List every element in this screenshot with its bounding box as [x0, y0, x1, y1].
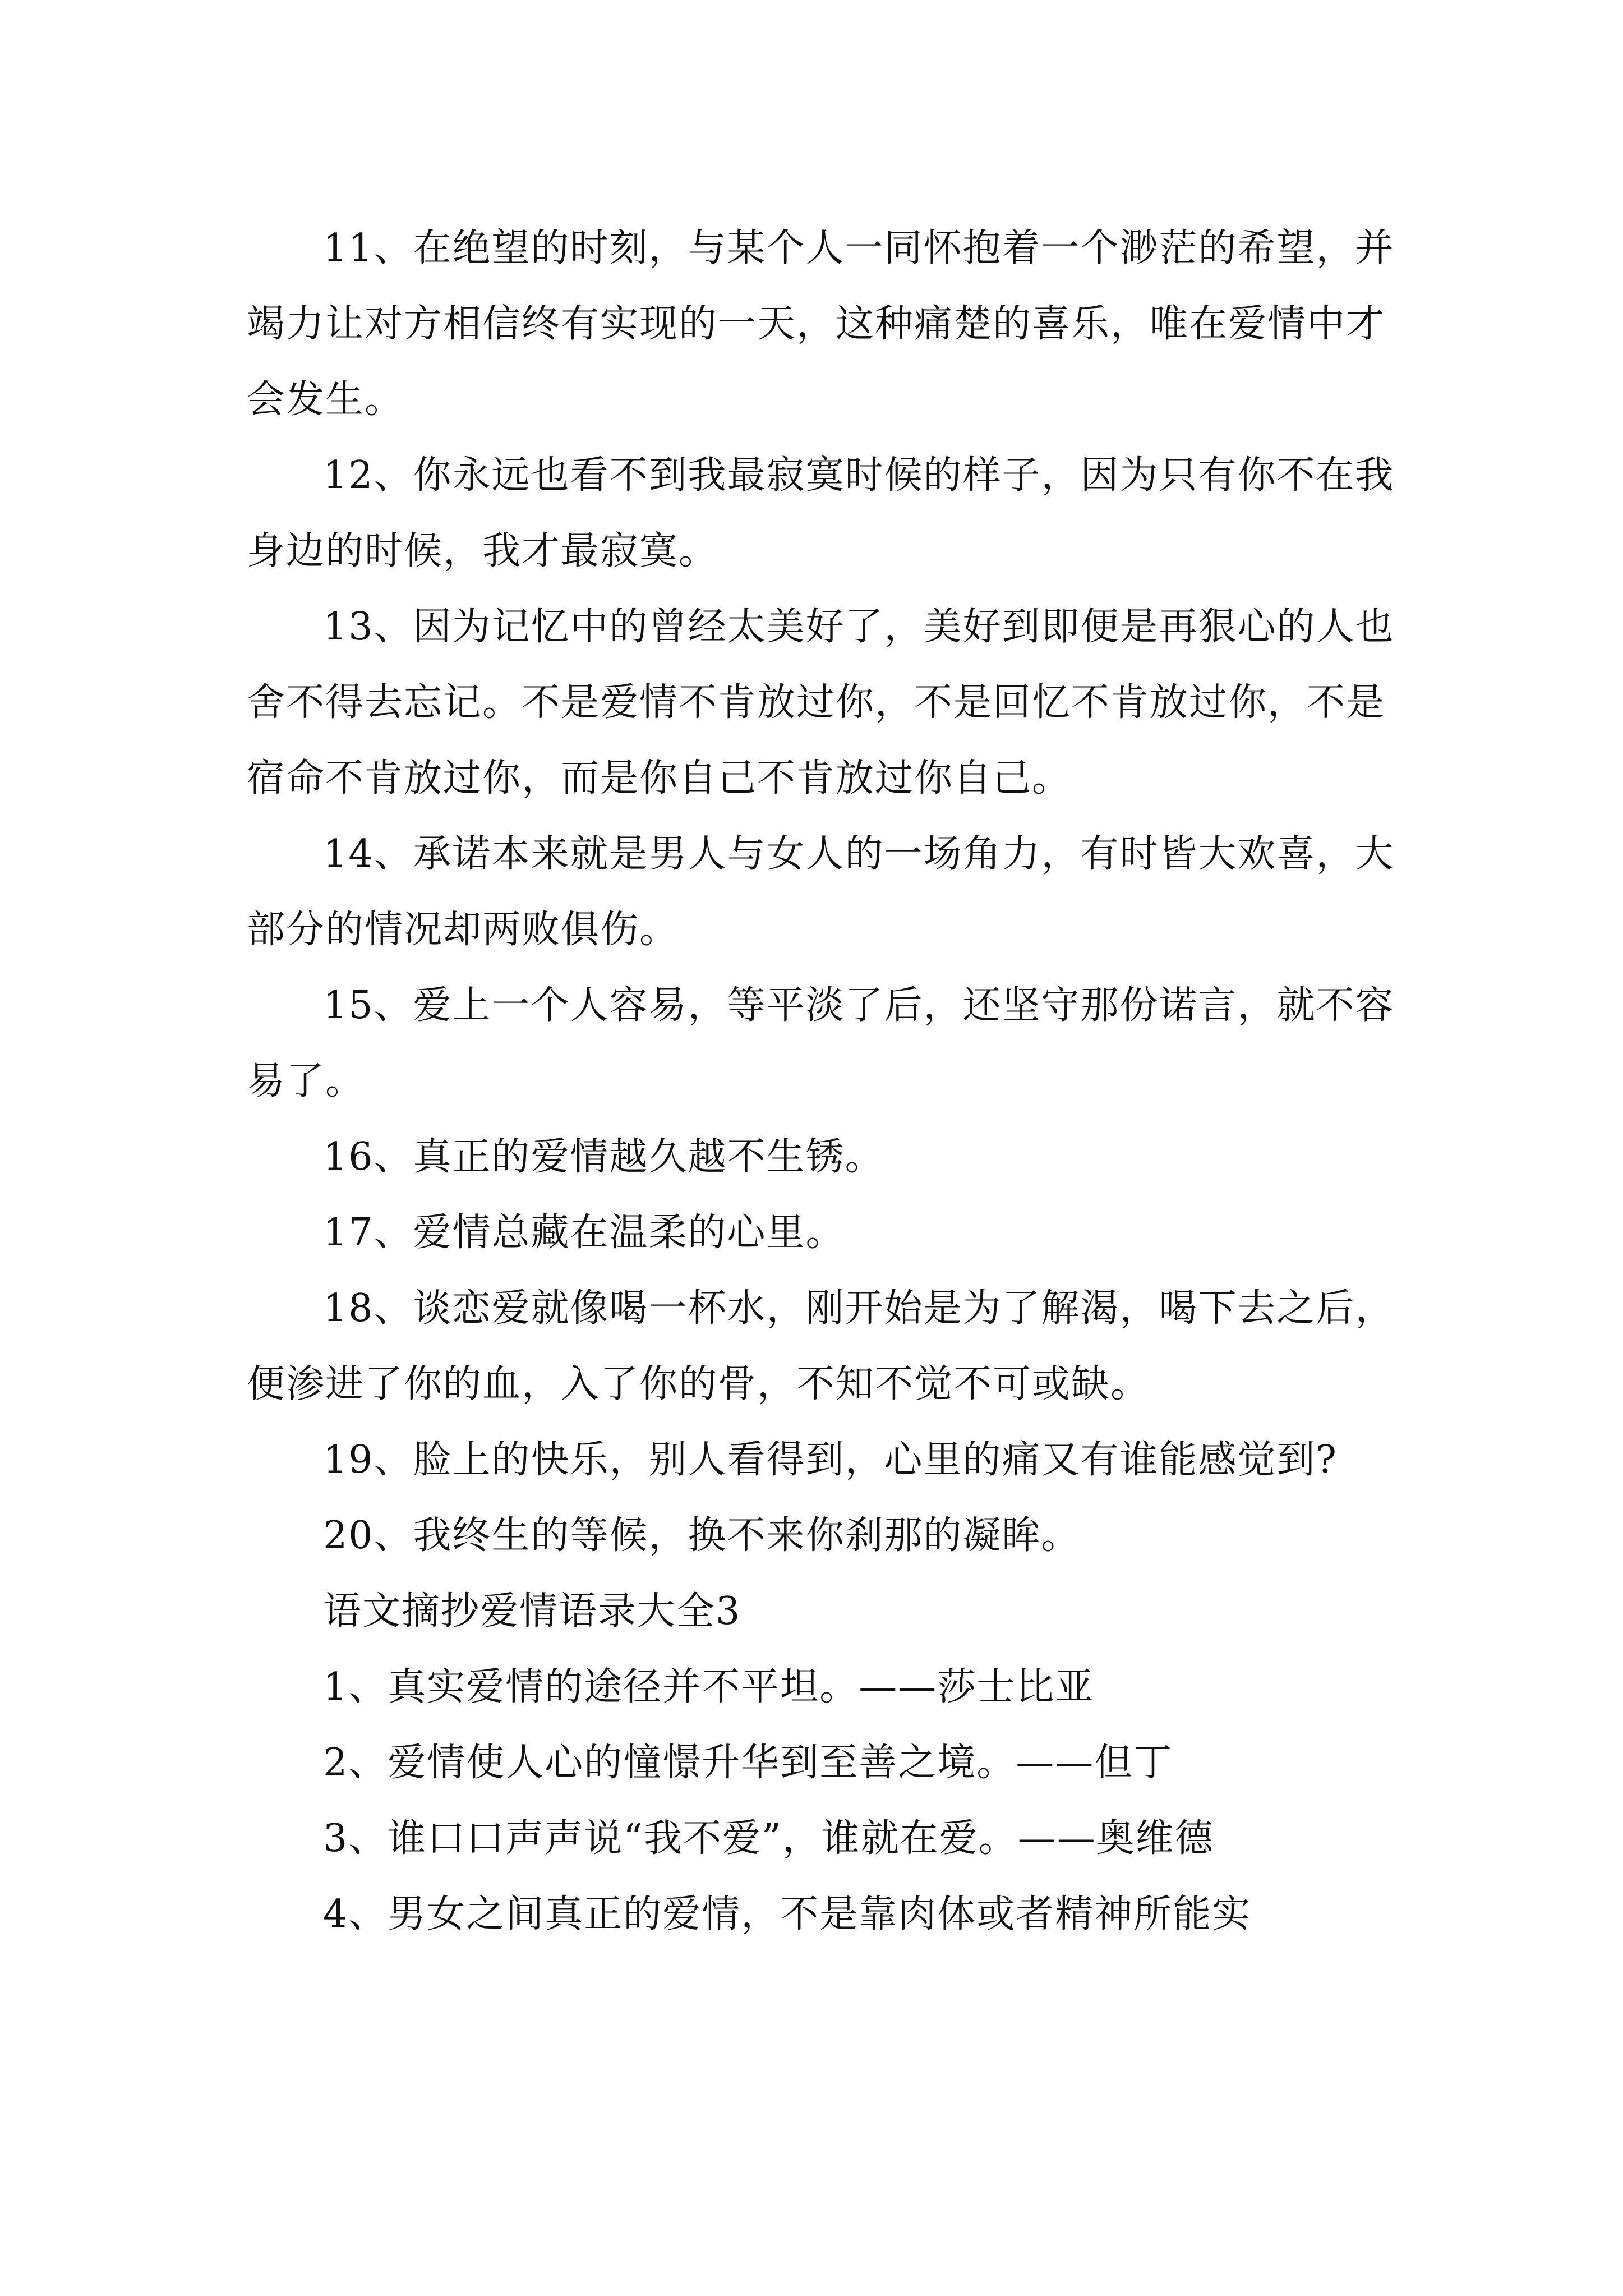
quote-paragraph-4: 4、男女之间真正的爱情，不是靠肉体或者精神所能实	[323, 1892, 1252, 1936]
quote-paragraph-11: 11、在绝望的时刻，与某个人一同怀抱着一个渺茫的希望，并竭力让对方相信终有实现的一天，这种痛楚的喜乐，唯在爱情中才会发生。	[247, 226, 1395, 422]
quote-paragraph-3: 3、谁口口声声说“我不爱”，谁就在爱。——奥维德	[323, 1816, 1214, 1861]
quote-paragraph-14: 14、承诺本来就是男人与女人的一场角力，有时皆大欢喜，大部分的情况却两败俱伤。	[247, 832, 1395, 952]
quote-paragraph-12: 12、你永远也看不到我最寂寞时候的样子，因为只有你不在我身边的时候，我才最寂寞。	[247, 453, 1395, 573]
quote-paragraph-2: 2、爱情使人心的憧憬升华到至善之境。——但丁	[323, 1741, 1173, 1785]
document-body	[247, 210, 1396, 1952]
quote-paragraph-1: 1、真实爱情的途径并不平坦。——莎士比亚	[323, 1665, 1095, 1709]
quote-paragraph-13: 13、因为记忆中的曾经太美好了，美好到即便是再狠心的人也舍不得去忘记。不是爱情不肯放过你，不是回忆不肯放过你，不是宿命不肯放过你，而是你自己不肯放过你自己。	[247, 605, 1395, 800]
section-heading: 语文摘抄爱情语录大全3	[323, 1589, 741, 1634]
quote-paragraph-16: 16、真正的爱情越久越不生锈。	[323, 1135, 884, 1179]
quote-paragraph-19: 19、脸上的快乐，别人看得到，心里的痛又有谁能感觉到?	[323, 1438, 1338, 1482]
quote-paragraph-15: 15、爱上一个人容易，等平淡了后，还坚守那份诺言，就不容易了。	[247, 983, 1395, 1103]
quote-paragraph-18: 18、谈恋爱就像喝一杯水，刚开始是为了解渴，喝下去之后，便渗进了你的血，入了你的骨，不知不觉不可或缺。	[247, 1286, 1395, 1406]
quote-paragraph-17: 17、爱情总藏在温柔的心里。	[323, 1211, 845, 1255]
quote-paragraph-20: 20、我终生的等候，换不来你刹那的凝眸。	[323, 1513, 1081, 1558]
